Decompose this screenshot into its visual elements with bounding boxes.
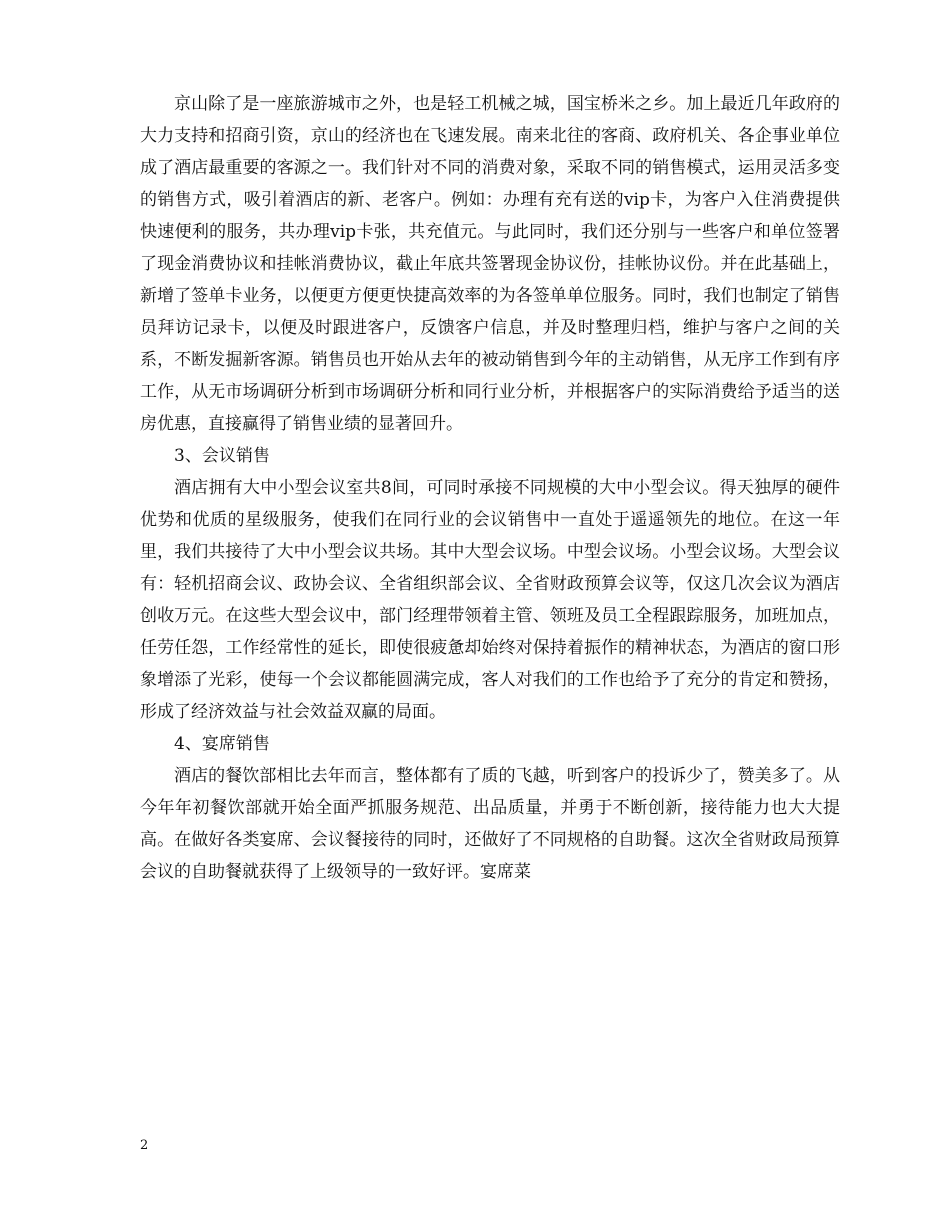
paragraph-banquet-sales: 酒店的餐饮部相比去年而言，整体都有了质的飞越，听到客户的投诉少了，赞美多了。从今年年初餐饮部就开始全面严抓服务规范、出品质量，并勇于不断创新，接待能力也大大提高。在做好各类宴席、会议餐接待的同时，还做好了不同规格的自助餐。这次全省财政局预算会议的自助餐就获得了上级领导的一致好评。宴席菜 <box>140 766 840 882</box>
section-heading-banquet-sales: 4、宴席销售 <box>174 734 270 754</box>
section-heading-meeting-sales: 3、会议销售 <box>174 446 270 466</box>
paragraph-meeting-sales: 酒店拥有大中小型会议室共8间，可同时承接不同规模的大中小型会议。得天独厚的硬件优势和优质的星级服务，使我们在同行业的会议销售中一直处于遥遥领先的地位。在这一年里，我们共接待了大中小型会议共场。其中大型会议场。中型会议场。小型会议场。大型会议有：轻机招商会议、政协会议、全省组织部会议、全省财政预算会议等，仅这几次会议为酒店创收万元。在这些大型会议中，部门经理带领着主管、领班及员工全程跟踪服务，加班加点，任劳任怨，工作经常性的延长，即使很疲惫却始终对保持着振作的精神状态，为酒店的窗口形象增添了光彩，使每一个会议都能圆满完成，客人对我们的工作也给予了充分的肯定和赞扬，形成了经济效益与社会效益双赢的局面。 <box>140 478 840 722</box>
page-number: 2 <box>140 1138 149 1153</box>
document-body <box>140 88 840 888</box>
paragraph-sales-customers: 京山除了是一座旅游城市之外，也是轻工机械之城，国宝桥米之乡。加上最近几年政府的大力支持和招商引资，京山的经济也在飞速发展。南来北往的客商、政府机关、各企事业单位成了酒店最重要的客源之一。我们针对不同的消费对象，采取不同的销售模式，运用灵活多变的销售方式，吸引着酒店的新、老客户。例如：办理有充有送的vip卡，为客户入住消费提供快速便利的服务，共办理vip卡张，共充值元。与此同时，我们还分别与一些客户和单位签署了现金消费协议和挂帐消费协议，截止年底共签署现金协议份，挂帐协议份。并在此基础上，新增了签单卡业务，以便更方便更快捷高效率的为各签单单位服务。同时，我们也制定了销售员拜访记录卡，以便及时跟进客户，反馈客户信息，并及时整理归档，维护与客户之间的关系，不断发掘新客源。销售员也开始从去年的被动销售到今年的主动销售，从无序工作到有序工作，从无市场调研分析到市场调研分析和同行业分析，并根据客户的实际消费给予适当的送房优惠，直接赢得了销售业绩的显著回升。 <box>140 94 840 434</box>
